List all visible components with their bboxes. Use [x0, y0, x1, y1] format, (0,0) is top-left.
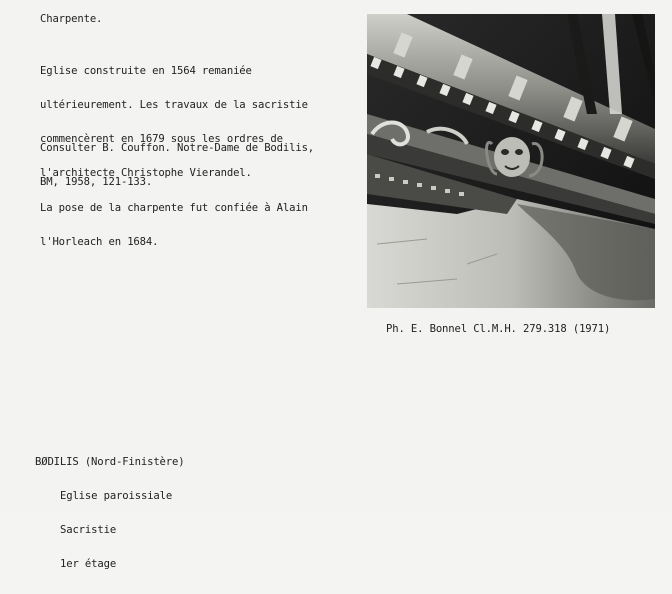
description-line: Eglise construite en 1564 remaniée	[40, 64, 252, 77]
room-label: Sacristie	[60, 524, 117, 537]
bibliographic-reference	[40, 120, 314, 211]
description-line: l'Horleach en 1684.	[40, 235, 159, 248]
building-label: Eglise paroissiale	[60, 490, 173, 503]
commune-label: BØDILIS (Nord-Finistère)	[35, 455, 185, 468]
description-line: l'architecte Christophe Vierandel.	[40, 167, 252, 180]
description-line: commencèrent en 1679 sous les ordres de	[40, 133, 283, 146]
reference-line: Consulter B. Couffon. Notre-Dame de Bodilis,	[40, 141, 315, 154]
card-title: Charpente.	[40, 13, 103, 25]
location-block	[35, 434, 184, 594]
reference-line: BM, 1958, 121-133.	[40, 176, 153, 189]
description-line: La pose de la charpente fut confiée à Alain	[40, 201, 308, 214]
carved-beam-photo	[367, 14, 655, 308]
photograph	[367, 14, 655, 308]
description-line: ultérieurement. Les travaux de la sacristie	[40, 99, 308, 112]
photo-credit: Ph. E. Bonnel Cl.M.H. 279.318 (1971)	[386, 323, 611, 335]
level-label: 1er étage	[60, 558, 117, 571]
